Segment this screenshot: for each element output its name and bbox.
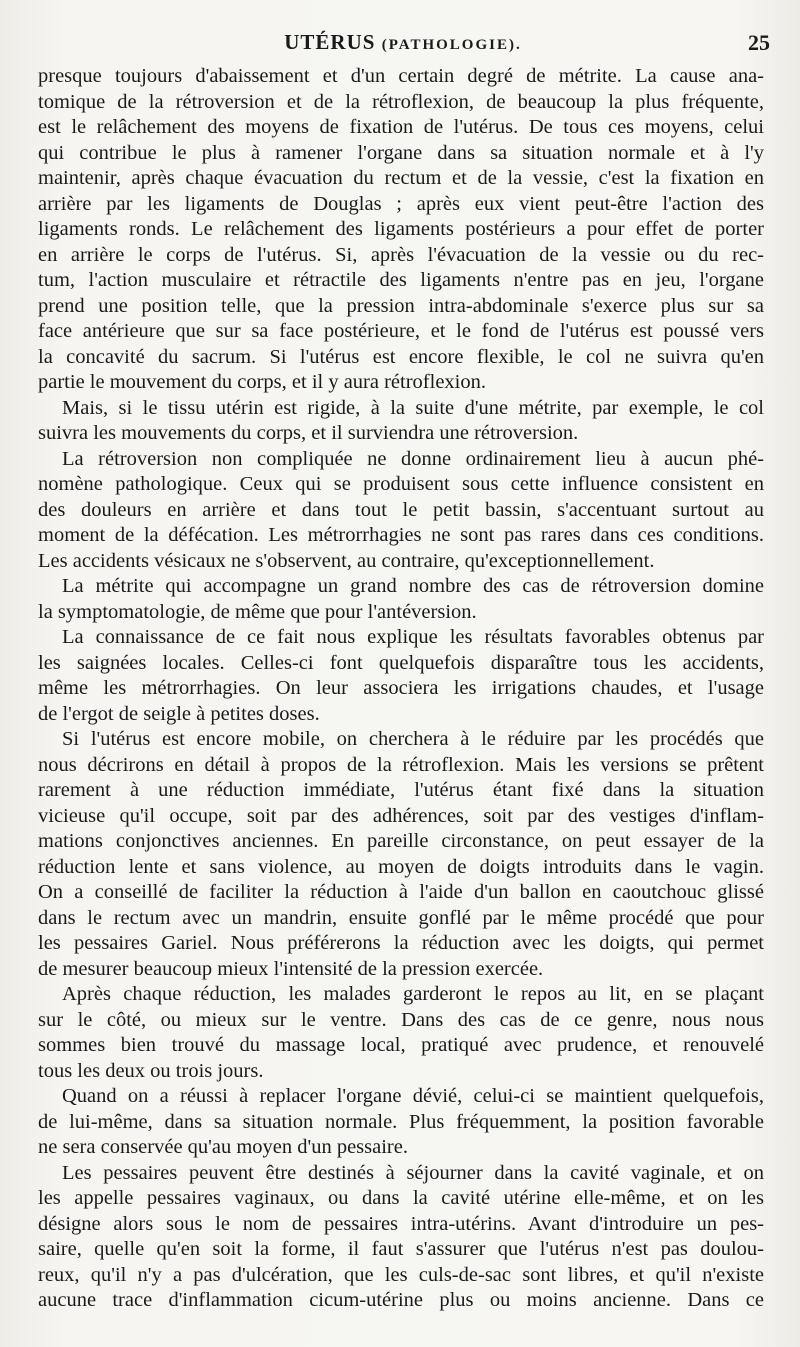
text-line: aucune trace d'inflammation cicum-utérine plus ou moins ancienne. Dans ce — [38, 1289, 764, 1311]
text-line: Les pessaires peuvent être destinés à séjourner dans la cavité vaginale, et on — [62, 1161, 764, 1184]
text-line: Après chaque réduction, les malades garderont le repos au lit, en se plaçant — [62, 983, 764, 1005]
text-line: nous décrirons en détail à propos de la rétroflexion. Mais les versions se prêtent — [38, 753, 764, 776]
page-header — [36, 30, 770, 60]
text-line: La rétroversion non compliquée ne donne ordinairement lieu à aucun phé- — [62, 447, 764, 470]
text-line: La métrite qui accompagne un grand nombre des cas de rétroversion domine — [62, 575, 764, 597]
text-line: en arrière le corps de l'utérus. Si, après l'évacuation de la vessie ou du rec- — [38, 243, 764, 266]
text-line: de mesurer beaucoup mieux l'intensité de la pression exercée. — [38, 957, 544, 980]
text-line: ligaments ronds. Le relâchement des ligaments postérieurs a pour effet de porter — [38, 218, 764, 240]
text-line: maintenir, après chaque évacuation du rectum et de la vessie, c'est la fixation en — [38, 167, 764, 189]
page-number: 25 — [748, 30, 770, 55]
text-line: sur le côté, ou mieux sur le ventre. Dans des cas de ce genre, nous nous — [38, 1008, 764, 1031]
text-line: les saignées locales. Celles-ci font quelquefois disparaître tous les accidents, — [38, 651, 764, 674]
text-line: la symptomatologie, de même que pour l'antéversion. — [38, 600, 477, 623]
text-line: les appelle pessaires vaginaux, ou dans la cavité utérine elle-même, et on les — [38, 1187, 764, 1209]
running-title-main: UTÉRUS — [284, 30, 376, 54]
text-line: désigne alors sous le nom de pessaires intra-utérins. Avant d'introduire un pes- — [38, 1212, 764, 1235]
text-line: Quand on a réussi à replacer l'organe dévié, celui-ci se maintient quelquefois, — [62, 1085, 764, 1107]
text-line: nomène pathologique. Ceux qui se produisent sous cette influence consistent en — [38, 473, 764, 495]
text-line: de l'ergot de seigle à petites doses. — [38, 702, 320, 725]
text-line: La connaissance de ce fait nous explique les résultats favorables obtenus par — [62, 626, 764, 648]
text-line: vicieuse qu'il occupe, soit par des adhérences, soit par des vestiges d'inflam- — [38, 804, 764, 827]
text-line: face antérieure que sur sa face postérieure, et le fond de l'utérus est poussé vers — [38, 320, 764, 342]
text-line: tomique de la rétroversion et de la rétroflexion, de beaucoup la plus fréquente, — [38, 90, 764, 113]
text-line: la concavité du sacrum. Si l'utérus est encore flexible, le col ne suivra qu'en — [38, 345, 764, 368]
running-title-sub: (PATHOLOGIE). — [381, 37, 522, 53]
text-line: tous les deux ou trois jours. — [38, 1059, 264, 1082]
text-line: arrière par les ligaments de Douglas ; après eux vient peut-être l'action des — [38, 192, 764, 215]
text-line: moment de la défécation. Les métrorrhagies ne sont pas rares dans ces conditions. — [38, 524, 764, 546]
body-text — [38, 64, 764, 1314]
text-line: même les métrorrhagies. On leur associera les irrigations chaudes, et l'usage — [38, 677, 764, 699]
running-title — [36, 30, 770, 55]
text-line: sommes bien trouvé du massage local, pratiqué avec prudence, et renouvelé — [38, 1034, 764, 1056]
text-line: partie le mouvement du corps, et il y aura rétroflexion. — [38, 371, 486, 393]
text-line: réduction lente et sans violence, au moyen de doigts introduits dans le vagin. — [38, 855, 764, 878]
text-line: Si l'utérus est encore mobile, on cherchera à le réduire par les procédés que — [62, 728, 764, 750]
text-line: reux, qu'il n'y a pas d'ulcération, que les culs-de-sac sont libres, et qu'il n'existe — [38, 1263, 764, 1286]
text-line: mations conjonctives anciennes. En pareille circonstance, on peut essayer de la — [38, 830, 764, 852]
text-line: prend une position telle, que la pression intra-abdominale s'exerce plus sur sa — [38, 294, 764, 317]
text-line: rarement à une réduction immédiate, l'utérus étant fixé dans la situation — [38, 779, 764, 801]
text-line: de lui-même, dans sa situation normale. Plus fréquemment, la position favorable — [38, 1110, 764, 1133]
text-line: presque toujours d'abaissement et d'un certain degré de métrite. La cause ana- — [38, 65, 764, 87]
text-line: suivra les mouvements du corps, et il surviendra une rétroversion. — [38, 422, 579, 444]
text-line: dans le rectum avec un mandrin, ensuite gonflé par le même procédé que pour — [38, 906, 764, 929]
text-line: qui contribue le plus à ramener l'organe dans sa situation normale et à l'y — [38, 141, 764, 164]
text-line: saire, quelle qu'en soit la forme, il faut s'assurer que l'utérus n'est pas doulou- — [38, 1238, 764, 1260]
text-line: tum, l'action musculaire et rétractile des ligaments n'entre pas en jeu, l'organe — [38, 269, 764, 291]
text-line: On a conseillé de faciliter la réduction à l'aide d'un ballon en caoutchouc glissé — [38, 881, 764, 903]
text-line: Les accidents vésicaux ne s'observent, au contraire, qu'exceptionnellement. — [38, 549, 655, 572]
text-line: Mais, si le tissu utérin est rigide, à la suite d'une métrite, par exemple, le col — [62, 396, 764, 419]
text-line: les pessaires Gariel. Nous préférerons la réduction avec les doigts, qui permet — [38, 932, 764, 954]
text-line: ne sera conservée qu'au moyen d'un pessaire. — [38, 1136, 408, 1158]
text-line: des douleurs en arrière et dans tout le petit bassin, s'accentuant surtout au — [38, 498, 764, 521]
text-line: est le relâchement des moyens de fixation de l'utérus. De tous ces moyens, celui — [38, 116, 764, 138]
